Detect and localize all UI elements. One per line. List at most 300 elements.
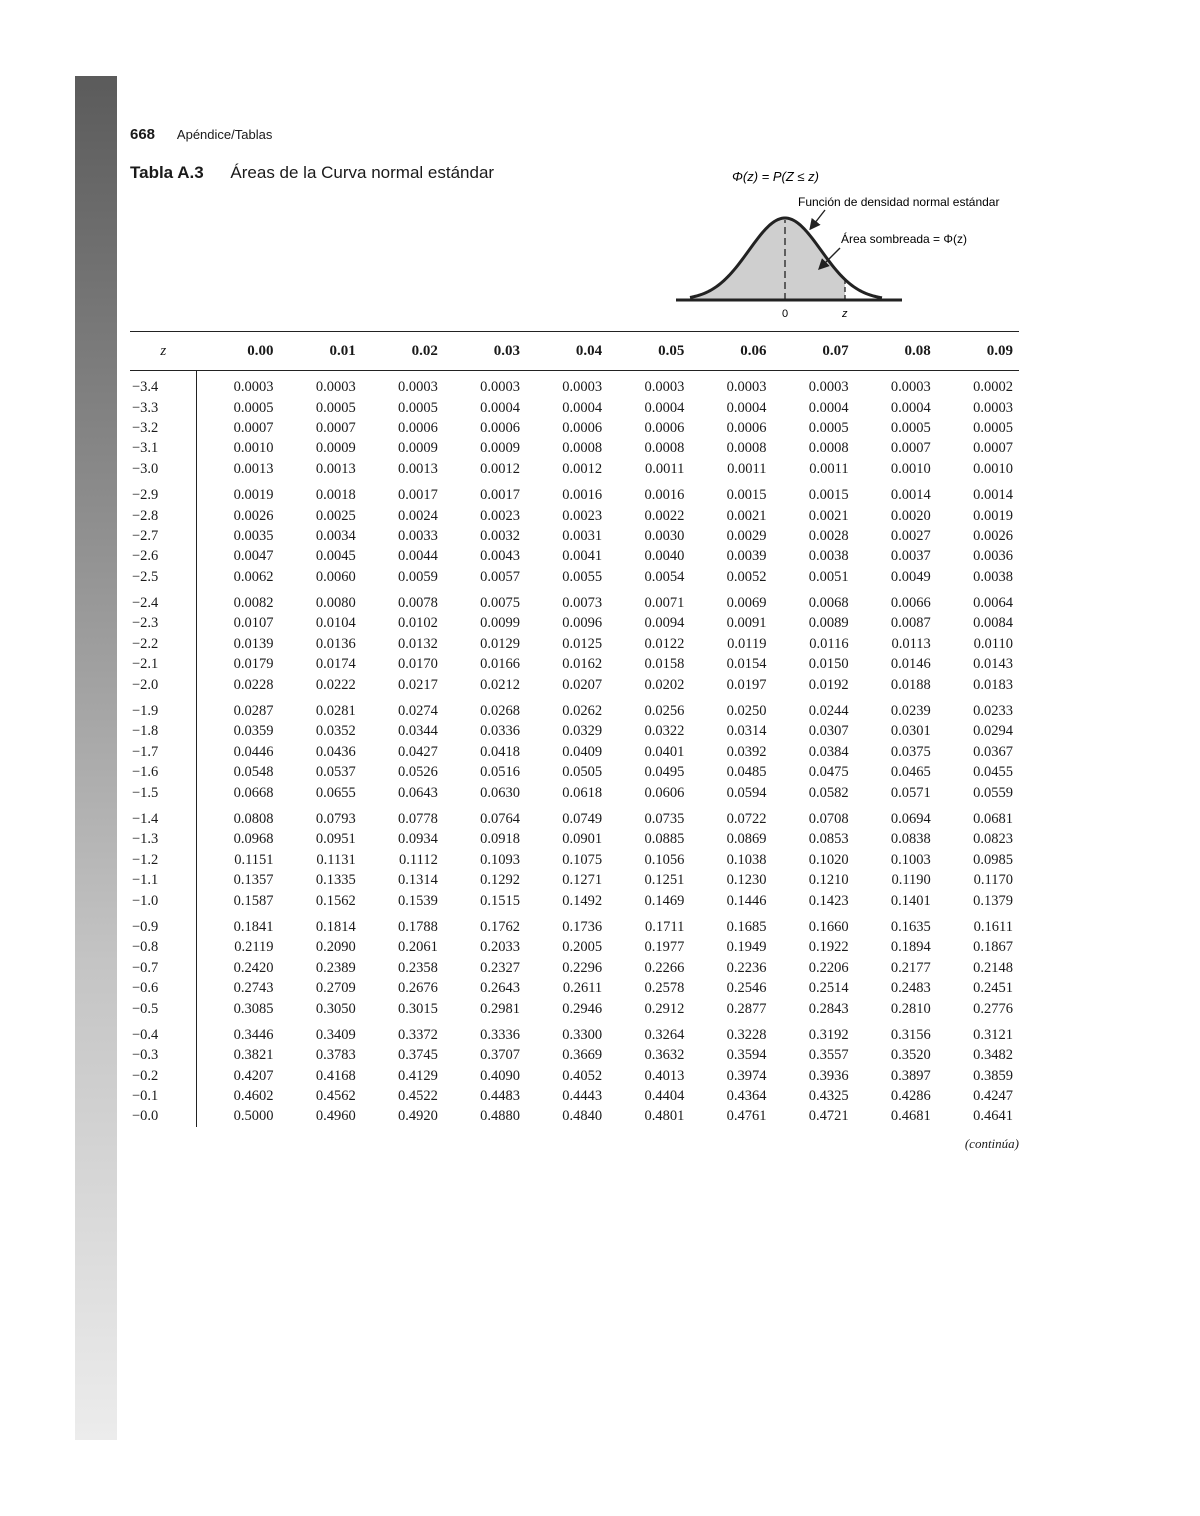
zero-label: 0: [782, 308, 789, 320]
probability-cell: 0.0003: [808, 379, 849, 396]
probability-cell: 0.0044: [397, 548, 438, 565]
probability-cell: 0.3050: [315, 1000, 356, 1017]
probability-cell: 0.0268: [480, 703, 521, 720]
probability-cell: 0.3372: [397, 1026, 438, 1043]
table-row: [130, 850, 1019, 870]
probability-cell: 0.1446: [726, 892, 767, 909]
probability-cell: 0.0143: [973, 656, 1013, 673]
probability-cell: 0.0808: [233, 811, 274, 827]
probability-cell: 0.4052: [562, 1067, 603, 1084]
table-row: [130, 1066, 1019, 1086]
probability-cell: 0.0008: [644, 440, 685, 457]
probability-cell: 0.0643: [397, 784, 438, 801]
probability-cell: 0.0064: [973, 595, 1013, 612]
table-row: [130, 701, 1019, 721]
side-band: [75, 76, 117, 1440]
probability-cell: 0.0003: [890, 379, 931, 396]
running-head: [130, 126, 272, 143]
probability-cell: 0.0427: [397, 743, 438, 760]
probability-cell: 0.0495: [644, 764, 685, 781]
column-header: 0.07: [772, 332, 854, 371]
probability-cell: 0.0005: [397, 399, 438, 416]
column-header: 0.09: [937, 332, 1019, 371]
probability-cell: 0.0823: [973, 831, 1013, 848]
z-value-cell: −0.3: [130, 1045, 197, 1065]
probability-cell: 0.0329: [562, 723, 603, 740]
z-value-cell: −3.2: [130, 418, 197, 438]
probability-cell: 0.0197: [726, 676, 767, 693]
probability-cell: 0.0125: [562, 635, 603, 652]
table-row: [130, 762, 1019, 782]
table-label: Tabla A.3: [130, 163, 204, 182]
probability-cell: 0.0294: [973, 723, 1013, 740]
probability-cell: 0.0028: [808, 527, 849, 544]
probability-cell: 0.0078: [397, 595, 438, 612]
probability-cell: 0.1469: [644, 892, 685, 909]
table-row: [130, 870, 1019, 890]
table-row: [130, 1025, 1019, 1045]
probability-cell: 0.0004: [726, 399, 767, 416]
table-row: [130, 418, 1019, 438]
z-value-cell: −0.8: [130, 937, 197, 957]
probability-cell: 0.0582: [808, 784, 849, 801]
probability-cell: 0.0029: [726, 527, 767, 544]
probability-cell: 0.0233: [973, 703, 1013, 720]
header-row: [130, 332, 1019, 371]
probability-cell: 0.0694: [890, 811, 931, 827]
probability-cell: 0.1762: [480, 918, 521, 935]
probability-cell: 0.0057: [480, 568, 521, 585]
probability-cell: 0.0011: [644, 460, 685, 477]
probability-cell: 0.0071: [644, 595, 685, 612]
z-value-cell: −0.1: [130, 1086, 197, 1106]
probability-cell: 0.3897: [890, 1067, 931, 1084]
probability-cell: 0.3632: [644, 1047, 685, 1064]
z-value-cell: −1.4: [130, 809, 197, 829]
table-row: [130, 958, 1019, 978]
probability-cell: 0.2451: [973, 980, 1013, 997]
probability-cell: 0.1020: [808, 851, 849, 868]
probability-cell: 0.0119: [727, 635, 767, 652]
probability-cell: 0.2743: [233, 980, 274, 997]
z-value-cell: −0.2: [130, 1066, 197, 1086]
probability-cell: 0.3707: [480, 1047, 521, 1064]
probability-cell: 0.0094: [644, 615, 685, 632]
probability-cell: 0.0054: [644, 568, 685, 585]
probability-cell: 0.1151: [234, 851, 274, 868]
probability-cell: 0.0082: [233, 595, 274, 612]
table-row: [130, 674, 1019, 694]
table-row: [130, 567, 1019, 587]
probability-cell: 0.3557: [808, 1047, 849, 1064]
probability-cell: 0.3936: [808, 1067, 849, 1084]
probability-cell: 0.0202: [644, 676, 685, 693]
probability-cell: 0.2709: [315, 980, 356, 997]
probability-cell: 0.0007: [315, 419, 356, 436]
probability-cell: 0.0113: [891, 635, 931, 652]
probability-cell: 0.3156: [890, 1026, 931, 1043]
probability-cell: 0.0934: [397, 831, 438, 848]
probability-cell: 0.0006: [644, 419, 685, 436]
probability-cell: 0.4443: [562, 1088, 603, 1105]
probability-cell: 0.0749: [562, 811, 603, 827]
z-axis-label: z: [842, 308, 848, 320]
probability-cell: 0.0062: [233, 568, 274, 585]
probability-cell: 0.0051: [808, 568, 849, 585]
probability-cell: 0.0158: [644, 656, 685, 673]
probability-cell: 0.0778: [397, 811, 438, 827]
probability-cell: 0.0019: [233, 487, 274, 504]
section-name: Apéndice/Tablas: [176, 127, 273, 142]
probability-cell: 0.1190: [891, 872, 931, 889]
probability-cell: 0.2611: [562, 980, 603, 997]
probability-cell: 0.0017: [480, 487, 521, 504]
normal-curve-svg: [670, 162, 1030, 322]
probability-cell: 0.1867: [973, 939, 1013, 956]
probability-cell: 0.0274: [397, 703, 438, 720]
probability-cell: 0.0003: [233, 379, 274, 396]
probability-cell: 0.1711: [644, 918, 685, 935]
probability-cell: 0.0036: [973, 548, 1013, 565]
probability-cell: 0.3085: [233, 1000, 274, 1017]
z-value-cell: −2.0: [130, 674, 197, 694]
probability-cell: 0.0505: [562, 764, 603, 781]
probability-cell: 0.0089: [808, 615, 849, 632]
probability-cell: 0.1587: [233, 892, 274, 909]
probability-cell: 0.0630: [480, 784, 521, 801]
z-value-cell: −3.4: [130, 377, 197, 397]
probability-cell: 0.0222: [315, 676, 356, 693]
probability-cell: 0.0951: [315, 831, 356, 848]
probability-cell: 0.2912: [644, 1000, 685, 1017]
table-row: [130, 1106, 1019, 1126]
probability-cell: 0.0212: [480, 676, 521, 693]
probability-cell: 0.3783: [315, 1047, 356, 1064]
probability-cell: 0.0034: [315, 527, 356, 544]
table-row: [130, 998, 1019, 1018]
probability-cell: 0.3228: [726, 1026, 767, 1043]
probability-cell: 0.3520: [890, 1047, 931, 1064]
z-value-cell: −2.4: [130, 593, 197, 613]
probability-cell: 0.3859: [973, 1067, 1013, 1084]
probability-cell: 0.0885: [644, 831, 685, 848]
table-row: [130, 1086, 1019, 1106]
probability-cell: 0.0009: [397, 440, 438, 457]
probability-cell: 0.0322: [644, 723, 685, 740]
probability-cell: 0.2358: [397, 959, 438, 976]
probability-cell: 0.0003: [397, 379, 438, 396]
probability-cell: 0.4129: [397, 1067, 438, 1084]
probability-cell: 0.0007: [890, 440, 931, 457]
probability-cell: 0.0110: [973, 635, 1013, 652]
probability-cell: 0.0116: [809, 635, 849, 652]
table-row: [130, 377, 1019, 397]
probability-cell: 0.1251: [644, 872, 685, 889]
probability-cell: 0.0359: [233, 723, 274, 740]
z-value-cell: −1.0: [130, 890, 197, 910]
probability-cell: 0.3409: [315, 1026, 356, 1043]
probability-cell: 0.1314: [397, 872, 438, 889]
probability-cell: 0.1003: [890, 851, 931, 868]
probability-cell: 0.0006: [480, 419, 521, 436]
probability-cell: 0.0162: [562, 656, 603, 673]
probability-cell: 0.0146: [890, 656, 931, 673]
probability-cell: 0.0012: [562, 460, 603, 477]
probability-cell: 0.2061: [397, 939, 438, 956]
probability-cell: 0.0080: [315, 595, 356, 612]
z-value-cell: −2.9: [130, 485, 197, 505]
probability-cell: 0.0188: [890, 676, 931, 693]
probability-cell: 0.0174: [315, 656, 356, 673]
probability-cell: 0.1492: [562, 892, 603, 909]
table-row: [130, 917, 1019, 937]
probability-cell: 0.0020: [890, 507, 931, 524]
probability-cell: 0.0375: [890, 743, 931, 760]
probability-cell: 0.0031: [562, 527, 603, 544]
z-value-cell: −3.0: [130, 459, 197, 479]
density-label: Función de densidad normal estándar: [798, 195, 1000, 209]
probability-cell: 0.4483: [480, 1088, 521, 1105]
probability-cell: 0.0041: [562, 548, 603, 565]
probability-cell: 0.0052: [726, 568, 767, 585]
probability-cell: 0.4960: [315, 1108, 356, 1125]
z-value-cell: −1.1: [130, 870, 197, 890]
probability-cell: 0.4207: [233, 1067, 274, 1084]
probability-cell: 0.2420: [233, 959, 274, 976]
probability-cell: 0.2776: [973, 1000, 1013, 1017]
probability-cell: 0.0099: [480, 615, 521, 632]
table-row: [130, 438, 1019, 458]
probability-cell: 0.0008: [726, 440, 767, 457]
probability-cell: 0.1038: [726, 851, 767, 868]
probability-cell: 0.4247: [973, 1088, 1013, 1105]
probability-cell: 0.0838: [890, 831, 931, 848]
probability-cell: 0.3336: [480, 1026, 521, 1043]
probability-cell: 0.0004: [644, 399, 685, 416]
page-number: 668: [130, 126, 156, 143]
probability-cell: 0.0004: [890, 399, 931, 416]
probability-cell: 0.0004: [808, 399, 849, 416]
probability-cell: 0.4562: [315, 1088, 356, 1105]
probability-cell: 0.0668: [233, 784, 274, 801]
probability-cell: 0.0307: [808, 723, 849, 740]
probability-cell: 0.2643: [480, 980, 521, 997]
probability-cell: 0.0262: [562, 703, 603, 720]
probability-cell: 0.0475: [808, 764, 849, 781]
probability-cell: 0.0026: [233, 507, 274, 524]
probability-cell: 0.3594: [726, 1047, 767, 1064]
probability-cell: 0.0409: [562, 743, 603, 760]
probability-cell: 0.0207: [562, 676, 603, 693]
probability-cell: 0.0068: [808, 595, 849, 612]
probability-cell: 0.0150: [808, 656, 849, 673]
probability-cell: 0.0003: [973, 399, 1013, 416]
probability-cell: 0.0559: [973, 784, 1013, 801]
probability-cell: 0.4602: [233, 1088, 274, 1105]
probability-cell: 0.2206: [808, 959, 849, 976]
probability-cell: 0.0722: [726, 811, 767, 827]
shaded-label: Área sombreada = Φ(z): [841, 232, 967, 246]
probability-cell: 0.4522: [397, 1088, 438, 1105]
probability-cell: 0.0594: [726, 784, 767, 801]
probability-cell: 0.0007: [973, 440, 1013, 457]
z-value-cell: −1.7: [130, 742, 197, 762]
probability-cell: 0.0004: [480, 399, 521, 416]
z-value-cell: −2.6: [130, 546, 197, 566]
probability-cell: 0.1515: [480, 892, 521, 909]
table-row: [130, 613, 1019, 633]
probability-cell: 0.0183: [973, 676, 1013, 693]
probability-cell: 0.0465: [890, 764, 931, 781]
formula-label: Φ(z) = P(Z ≤ z): [732, 169, 819, 184]
probability-cell: 0.0013: [315, 460, 356, 477]
probability-cell: 0.1660: [808, 918, 849, 935]
table-row: [130, 546, 1019, 566]
probability-cell: 0.0244: [808, 703, 849, 720]
probability-cell: 0.1131: [316, 851, 356, 868]
probability-cell: 0.0039: [726, 548, 767, 565]
table-title: [130, 163, 494, 183]
table-row: [130, 397, 1019, 417]
probability-cell: 0.0024: [397, 507, 438, 524]
probability-cell: 0.1635: [890, 918, 931, 935]
probability-cell: 0.0014: [973, 487, 1013, 504]
z-value-cell: −2.5: [130, 567, 197, 587]
probability-cell: 0.0003: [480, 379, 521, 396]
z-value-cell: −1.5: [130, 782, 197, 802]
probability-cell: 0.0022: [644, 507, 685, 524]
probability-cell: 0.0901: [562, 831, 603, 848]
z-value-cell: −2.8: [130, 505, 197, 525]
probability-cell: 0.1170: [973, 872, 1013, 889]
probability-cell: 0.1894: [890, 939, 931, 956]
probability-cell: 0.0228: [233, 676, 274, 693]
probability-cell: 0.0040: [644, 548, 685, 565]
probability-cell: 0.0239: [890, 703, 931, 720]
probability-cell: 0.0030: [644, 527, 685, 544]
probability-cell: 0.0016: [644, 487, 685, 504]
table-row: [130, 593, 1019, 613]
probability-cell: 0.2389: [315, 959, 356, 976]
probability-cell: 0.1977: [644, 939, 685, 956]
probability-cell: 0.3974: [726, 1067, 767, 1084]
table-row: [130, 782, 1019, 802]
probability-cell: 0.0026: [973, 527, 1013, 544]
probability-cell: 0.0869: [726, 831, 767, 848]
probability-cell: 0.0005: [233, 399, 274, 416]
probability-cell: 0.0526: [397, 764, 438, 781]
probability-cell: 0.0516: [480, 764, 521, 781]
probability-cell: 0.0016: [562, 487, 603, 504]
probability-cell: 0.0025: [315, 507, 356, 524]
probability-cell: 0.0314: [726, 723, 767, 740]
probability-cell: 0.4880: [480, 1108, 521, 1125]
z-value-cell: −2.7: [130, 526, 197, 546]
probability-cell: 0.0250: [726, 703, 767, 720]
probability-cell: 0.0005: [973, 419, 1013, 436]
z-value-cell: −0.0: [130, 1106, 197, 1126]
probability-cell: 0.4404: [644, 1088, 685, 1105]
probability-cell: 0.0021: [726, 507, 767, 524]
probability-cell: 0.0091: [726, 615, 767, 632]
column-header: 0.00: [197, 332, 280, 371]
z-value-cell: −1.6: [130, 762, 197, 782]
probability-cell: 0.0606: [644, 784, 685, 801]
probability-cell: 0.0179: [233, 656, 274, 673]
probability-cell: 0.0968: [233, 831, 274, 848]
probability-cell: 0.0023: [480, 507, 521, 524]
probability-cell: 0.0548: [233, 764, 274, 781]
probability-cell: 0.1230: [726, 872, 767, 889]
z-value-cell: −2.1: [130, 654, 197, 674]
probability-cell: 0.2810: [890, 1000, 931, 1017]
probability-cell: 0.0060: [315, 568, 356, 585]
probability-cell: 0.2946: [562, 1000, 603, 1017]
probability-cell: 0.0033: [397, 527, 438, 544]
probability-cell: 0.0154: [726, 656, 767, 673]
probability-cell: 0.0287: [233, 703, 274, 720]
probability-cell: 0.0281: [315, 703, 356, 720]
probability-cell: 0.0256: [644, 703, 685, 720]
probability-cell: 0.2266: [644, 959, 685, 976]
probability-cell: 0.0455: [973, 764, 1013, 781]
probability-cell: 0.1379: [973, 892, 1013, 909]
probability-cell: 0.0043: [480, 548, 521, 565]
probability-cell: 0.0352: [315, 723, 356, 740]
probability-cell: 0.0019: [973, 507, 1013, 524]
probability-cell: 0.0032: [480, 527, 521, 544]
probability-cell: 0.0009: [315, 440, 356, 457]
table-row: [130, 654, 1019, 674]
probability-cell: 0.0021: [808, 507, 849, 524]
probability-cell: 0.0003: [726, 379, 767, 396]
table-row: [130, 505, 1019, 525]
probability-cell: 0.0037: [890, 548, 931, 565]
probability-cell: 0.0038: [808, 548, 849, 565]
probability-cell: 0.0301: [890, 723, 931, 740]
probability-cell: 0.4721: [808, 1108, 849, 1125]
probability-cell: 0.4325: [808, 1088, 849, 1105]
probability-cell: 0.0003: [315, 379, 356, 396]
z-value-cell: −2.2: [130, 634, 197, 654]
probability-cell: 0.0004: [562, 399, 603, 416]
probability-cell: 0.2296: [562, 959, 603, 976]
probability-cell: 0.0011: [809, 460, 849, 477]
probability-cell: 0.4286: [890, 1088, 931, 1105]
probability-cell: 0.1401: [890, 892, 931, 909]
probability-cell: 0.0010: [890, 460, 931, 477]
probability-cell: 0.0571: [890, 784, 931, 801]
probability-cell: 0.0002: [973, 379, 1013, 396]
probability-cell: 0.0018: [315, 487, 356, 504]
probability-cell: 0.0017: [397, 487, 438, 504]
table-row: [130, 937, 1019, 957]
probability-cell: 0.0122: [644, 635, 685, 652]
probability-cell: 0.0008: [562, 440, 603, 457]
probability-cell: 0.1922: [808, 939, 849, 956]
probability-cell: 0.1112: [399, 851, 438, 868]
z-value-cell: −2.3: [130, 613, 197, 633]
probability-cell: 0.0006: [726, 419, 767, 436]
probability-cell: 0.0401: [644, 743, 685, 760]
table-row: [130, 809, 1019, 829]
probability-cell: 0.0009: [480, 440, 521, 457]
probability-cell: 0.3745: [397, 1047, 438, 1064]
probability-cell: 0.4364: [726, 1088, 767, 1105]
probability-cell: 0.0132: [397, 635, 438, 652]
probability-cell: 0.1949: [726, 939, 767, 956]
probability-cell: 0.0708: [808, 811, 849, 827]
